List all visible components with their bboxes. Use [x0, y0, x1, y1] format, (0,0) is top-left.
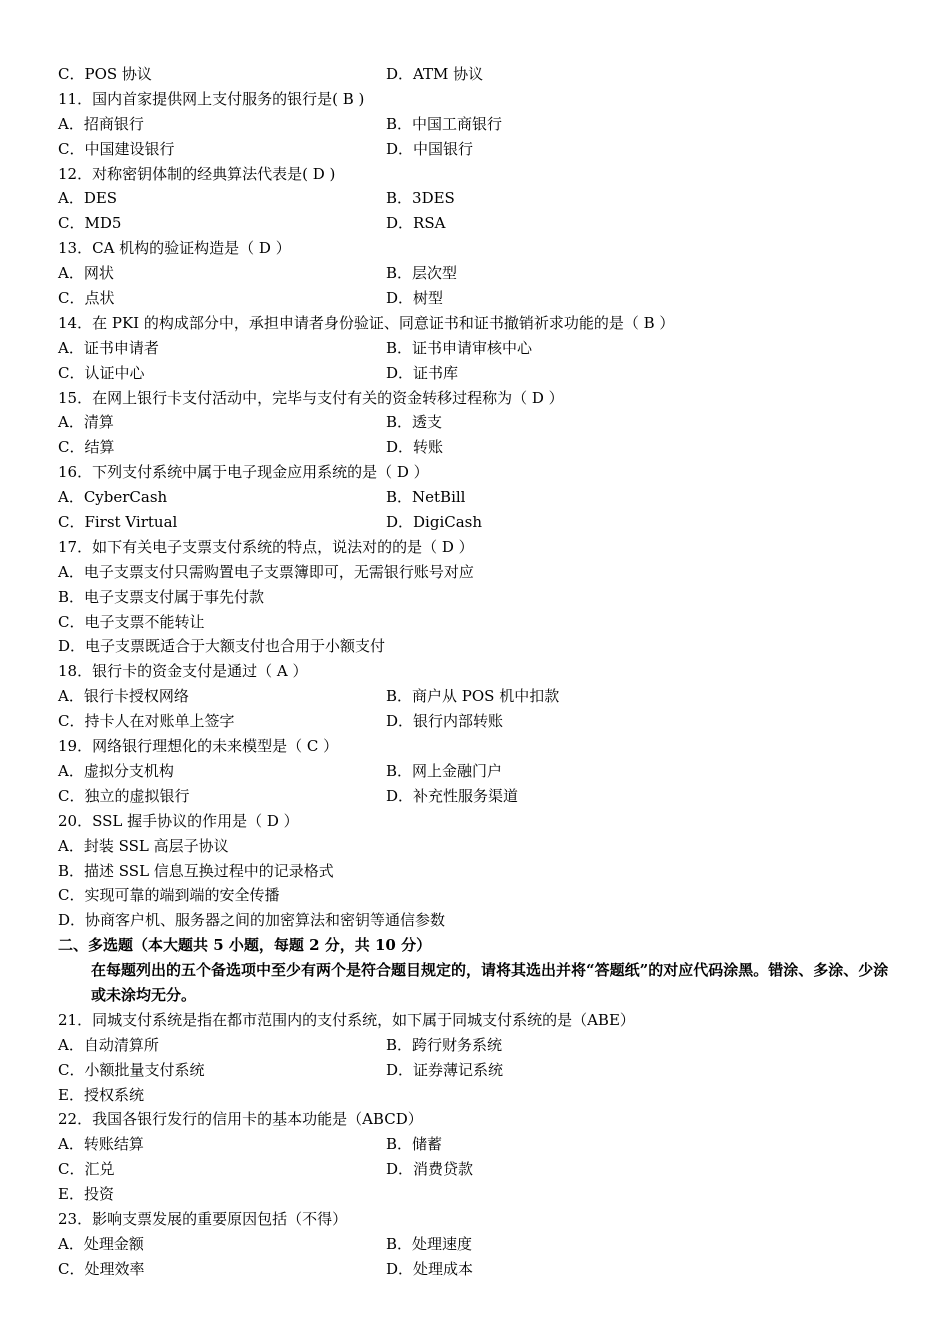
option-right: B．储蓄 [386, 1135, 443, 1154]
option-row [58, 1058, 898, 1083]
option-left: C．结算 [58, 438, 115, 457]
question-line: 20．SSL 握手协议的作用是（ D ） [58, 811, 299, 830]
option-right: D．RSA [386, 214, 446, 233]
option-left: A．DES [58, 189, 118, 208]
question-line: 13．CA 机构的验证构造是（ D ） [58, 239, 291, 258]
option-left: C．处理效率 [58, 1259, 145, 1278]
section-heading: 二、多选题（本大题共 5 小题，每题 2 分，共 10 分） [58, 936, 432, 955]
option-row [58, 684, 898, 709]
option-row [58, 361, 898, 386]
option-left: C．小额批量支付系统 [58, 1060, 205, 1079]
question-line: B．描述 SSL 信息互换过程中的记录格式 [58, 861, 334, 880]
option-row [58, 1033, 898, 1058]
option-right: D．补充性服务渠道 [386, 786, 519, 805]
question-line: 12．对称密钥体制的经典算法代表是( D ) [58, 164, 336, 183]
option-right: D．证券薄记系统 [386, 1060, 504, 1079]
option-row [58, 410, 898, 435]
option-right: B．跨行财务系统 [386, 1035, 503, 1054]
option-left: C．认证中心 [58, 363, 145, 382]
option-row [58, 485, 898, 510]
question-line: 11．国内首家提供网上支付服务的银行是( B ) [58, 89, 365, 108]
option-left: A．自动清算所 [58, 1035, 159, 1054]
option-right: B．透支 [386, 413, 443, 432]
option-left: A．网状 [58, 264, 114, 283]
option-row [58, 211, 898, 236]
option-left: C．POS 协议 [58, 65, 152, 83]
option-row [58, 336, 898, 361]
option-left: A．证书申请者 [58, 338, 159, 357]
question-line: 21．同城支付系统是指在都市范围内的支付系统，如下属于同城支付系统的是（ABE） [58, 1010, 635, 1029]
option-row [58, 286, 898, 311]
option-row [58, 709, 898, 734]
option-row [58, 1132, 898, 1157]
question-line: 19．网络银行理想化的未来模型是（ C ） [58, 737, 339, 756]
option-left: A．转账结算 [58, 1135, 144, 1154]
option-left: C．持卡人在对账单上签字 [58, 712, 235, 731]
question-line: 15．在网上银行卡支付活动中，完毕与支付有关的资金转移过程称为（ D ） [58, 388, 564, 407]
option-left: C．独立的虚拟银行 [58, 786, 190, 805]
option-row [58, 1232, 898, 1257]
section-instructions: 在每题列出的五个备选项中至少有两个是符合题目规定的，请将其选出并将“答题纸”的对应代码涂黑。错涂、多涂、少涂或未涂均无分。 [91, 961, 889, 1004]
option-left: A．处理金额 [58, 1234, 144, 1253]
option-row [58, 1257, 898, 1282]
option-row [58, 186, 898, 211]
option-row [58, 759, 898, 784]
option-row [58, 261, 898, 286]
option-right: D．DigiCash [386, 513, 483, 532]
option-right: B．中国工商银行 [386, 114, 503, 133]
exam-document [58, 62, 898, 1282]
question-line: B．电子支票支付属于事先付款 [58, 587, 265, 606]
option-row [58, 137, 898, 162]
option-row [58, 112, 898, 137]
question-line: C．实现可靠的端到端的安全传播 [58, 886, 280, 905]
option-right: B．层次型 [386, 264, 458, 283]
option-left: C．中国建设银行 [58, 139, 175, 158]
option-right: D．银行内部转账 [386, 712, 504, 731]
option-left: A．清算 [58, 413, 114, 432]
option-row [58, 510, 898, 535]
option-left: C．MD5 [58, 214, 122, 233]
question-line: E．授权系统 [58, 1085, 144, 1104]
option-right: D．ATM 协议 [386, 65, 484, 83]
option-row [58, 784, 898, 809]
option-row [58, 62, 898, 87]
option-right: B．商户从 POS 机中扣款 [386, 687, 560, 706]
option-left: A．CyberCash [58, 488, 168, 507]
option-right: D．处理成本 [386, 1259, 474, 1278]
option-row [58, 435, 898, 460]
question-line: D．电子支票既适合于大额支付也合用于小额支付 [58, 637, 386, 656]
question-line: A．电子支票支付只需购置电子支票簿即可，无需银行账号对应 [58, 562, 474, 581]
question-line: 14．在 PKI 的构成部分中，承担申请者身份验证、同意证书和证书撤销祈求功能的是（ B ） [58, 313, 675, 332]
option-left: C．First Virtual [58, 513, 178, 532]
question-line: 17．如下有关电子支票支付系统的特点，说法对的的是（ D ） [58, 537, 474, 556]
question-line: A．封装 SSL 高层子协议 [58, 836, 229, 855]
option-right: B．证书申请审核中心 [386, 338, 533, 357]
question-line: 18．银行卡的资金支付是通过（ A ） [58, 662, 308, 681]
question-line: D．协商客户机、服务器之间的加密算法和密钥等通信参数 [58, 911, 446, 930]
question-line: 23．影响支票发展的重要原因包括（不得） [58, 1210, 348, 1228]
question-line: 22．我国各银行发行的信用卡的基本功能是（ABCD） [58, 1110, 423, 1129]
option-left: A．招商银行 [58, 114, 144, 133]
option-left: C．汇兑 [58, 1160, 115, 1179]
question-line: E．投资 [58, 1185, 114, 1204]
option-left: C．点状 [58, 289, 115, 308]
option-right: B．处理速度 [386, 1234, 473, 1253]
option-left: A．虚拟分支机构 [58, 761, 174, 780]
option-right: D．消费贷款 [386, 1160, 474, 1179]
option-right: D．证书库 [386, 363, 459, 382]
option-right: B．NetBill [386, 488, 466, 507]
option-row [58, 1157, 898, 1182]
option-right: D．树型 [386, 289, 444, 308]
option-right: B．3DES [386, 189, 455, 208]
option-right: D．转账 [386, 438, 444, 457]
option-left: A．银行卡授权网络 [58, 687, 189, 706]
question-line: 16．下列支付系统中属于电子现金应用系统的是（ D ） [58, 463, 429, 482]
option-right: B．网上金融门户 [386, 761, 503, 780]
option-right: D．中国银行 [386, 139, 474, 158]
question-line: C．电子支票不能转让 [58, 612, 205, 631]
